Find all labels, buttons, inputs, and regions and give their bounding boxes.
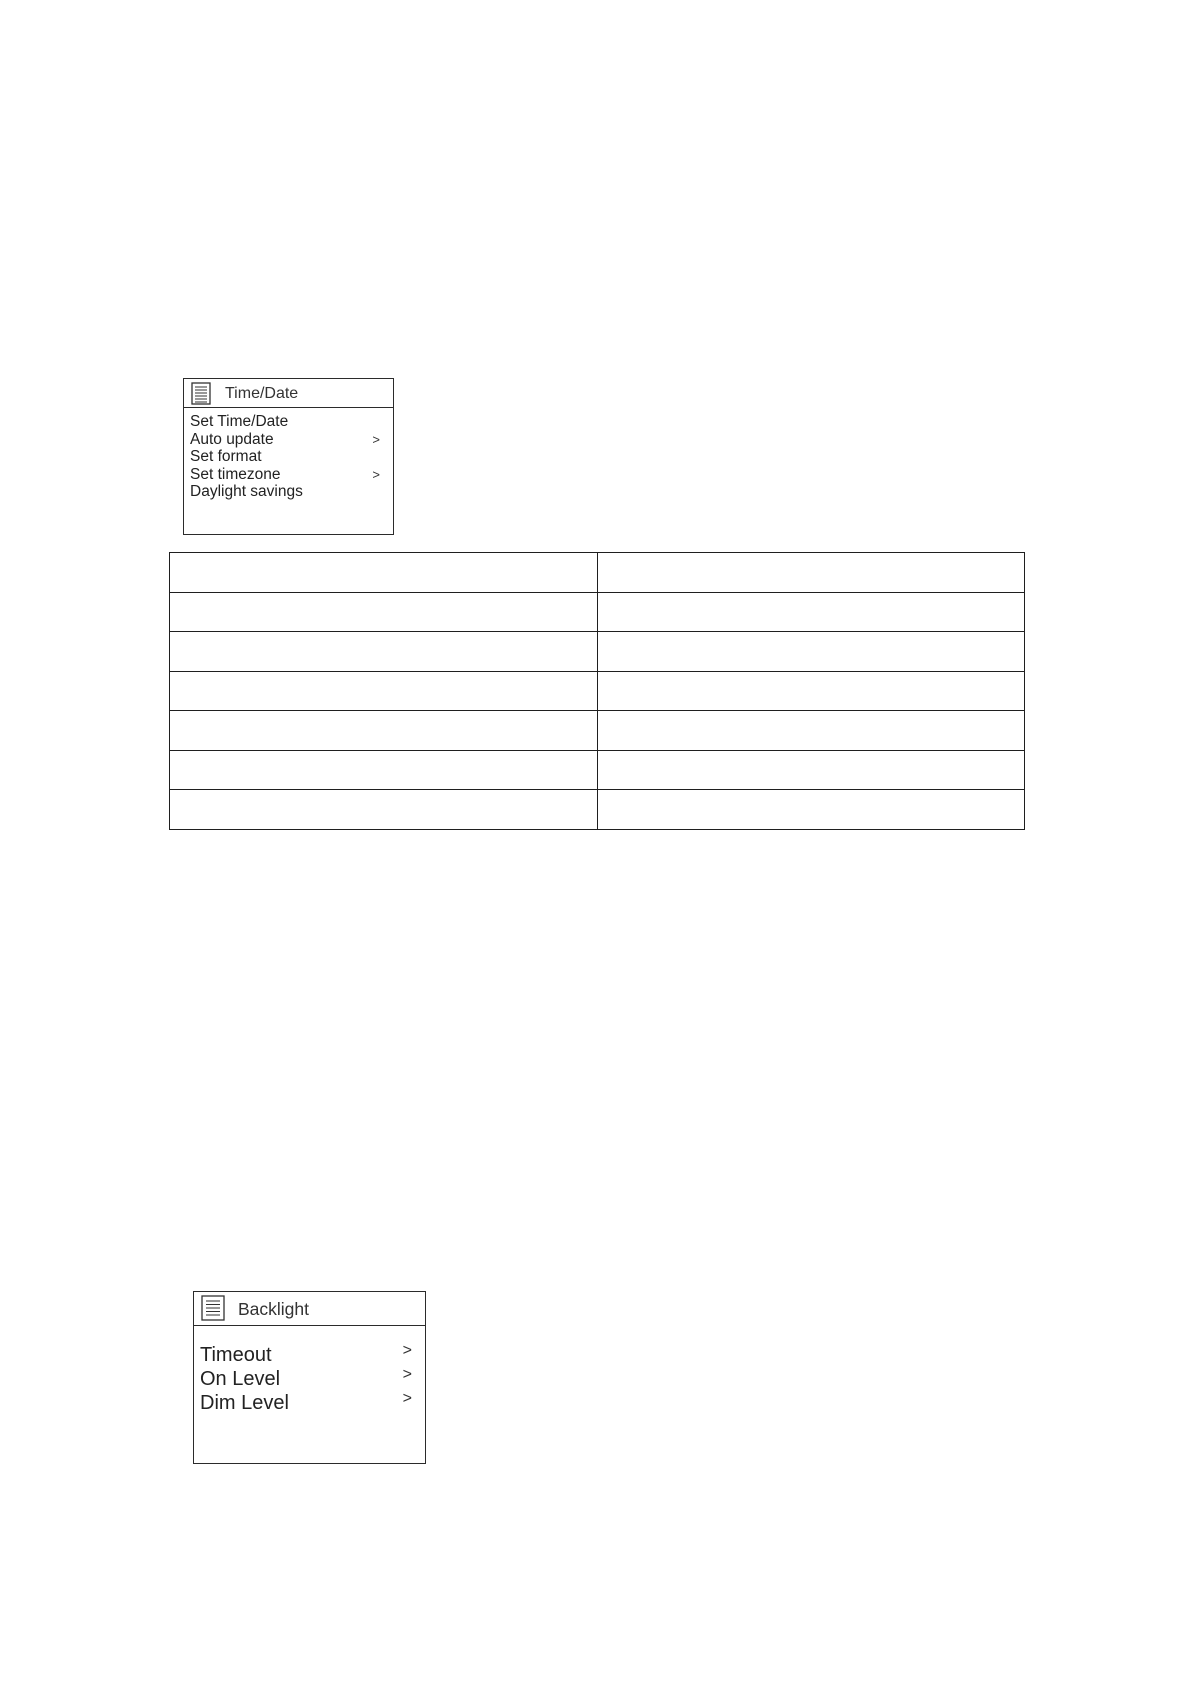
table-cell xyxy=(170,711,598,751)
menu-item-label: Daylight savings xyxy=(190,483,303,500)
menu-item-label: Set Time/Date xyxy=(190,413,289,430)
menu-item-set-timezone[interactable] xyxy=(190,466,380,484)
menu-item-set-format[interactable] xyxy=(190,448,380,466)
empty-grid-table xyxy=(169,552,1025,830)
menu-list-icon xyxy=(191,382,211,405)
table-row xyxy=(170,750,1025,790)
table-row xyxy=(170,711,1025,751)
table-row xyxy=(170,553,1025,593)
table-cell xyxy=(170,671,598,711)
table-cell xyxy=(170,592,598,632)
timedate-screen xyxy=(183,378,394,535)
chevron-right-icon: > xyxy=(402,1342,412,1359)
menu-item-auto-update[interactable] xyxy=(190,431,380,449)
backlight-screen-header xyxy=(194,1292,425,1326)
backlight-screen-title: Backlight xyxy=(238,1299,310,1319)
chevron-right-icon: > xyxy=(402,1390,412,1407)
table-cell xyxy=(597,671,1025,711)
chevron-right-icon: > xyxy=(372,466,380,482)
table-cell xyxy=(597,790,1025,830)
menu-list-icon xyxy=(201,1295,225,1321)
table-cell xyxy=(170,750,598,790)
menu-item-set-time-date[interactable] xyxy=(190,413,380,431)
settings-table xyxy=(169,552,1025,830)
table-cell xyxy=(597,553,1025,593)
menu-item-label: On Level xyxy=(200,1368,281,1390)
timedate-screen-header xyxy=(184,379,393,408)
menu-item-label: Timeout xyxy=(200,1344,272,1366)
timedate-screen-title: Time/Date xyxy=(225,385,299,402)
chevron-right-icon: > xyxy=(402,1366,412,1383)
table-cell xyxy=(597,711,1025,751)
menu-item-timeout[interactable] xyxy=(200,1343,412,1367)
timedate-menu-list xyxy=(190,413,380,501)
table-cell xyxy=(597,592,1025,632)
backlight-menu-list xyxy=(200,1343,412,1415)
menu-item-dim-level[interactable] xyxy=(200,1391,412,1415)
table-cell xyxy=(597,632,1025,672)
menu-item-daylight-savings[interactable] xyxy=(190,483,380,501)
menu-item-label: Auto update xyxy=(190,430,274,448)
table-cell xyxy=(170,790,598,830)
table-cell xyxy=(170,632,598,672)
table-cell xyxy=(170,553,598,593)
menu-item-label: Set format xyxy=(190,448,262,465)
menu-item-on-level[interactable] xyxy=(200,1367,412,1391)
backlight-screen xyxy=(193,1291,426,1464)
table-row xyxy=(170,790,1025,830)
menu-item-label: Dim Level xyxy=(200,1392,289,1414)
table-cell xyxy=(597,750,1025,790)
table-row xyxy=(170,592,1025,632)
table-row xyxy=(170,671,1025,711)
chevron-right-icon: > xyxy=(372,431,380,447)
table-row xyxy=(170,632,1025,672)
menu-item-label: Set timezone xyxy=(190,465,281,483)
